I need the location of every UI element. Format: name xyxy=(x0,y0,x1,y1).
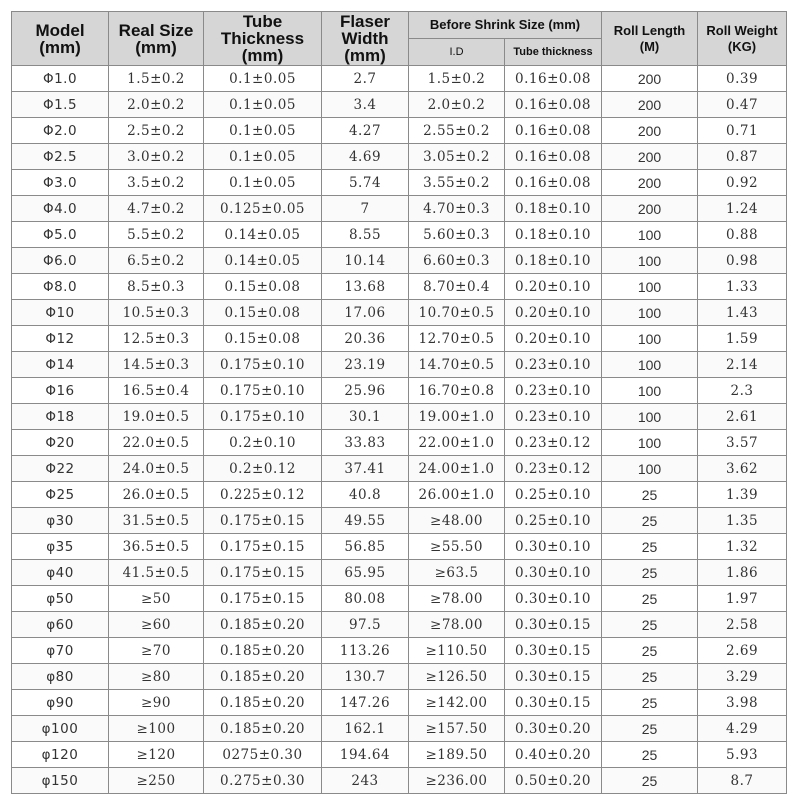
cell-roll-weight: 1.35 xyxy=(698,508,787,534)
cell-model: Φ14 xyxy=(12,352,109,378)
cell-before-shrink-id: 16.70±0.8 xyxy=(409,378,505,404)
table-row xyxy=(12,742,787,768)
cell-before-shrink-id: 2.0±0.2 xyxy=(409,92,505,118)
cell-before-shrink-tube-thickness: 0.18±0.10 xyxy=(505,196,602,222)
cell-tube-thickness: 0.2±0.12 xyxy=(204,456,322,482)
cell-model: Φ8.0 xyxy=(12,274,109,300)
cell-real-size: ≥70 xyxy=(109,638,204,664)
table-row xyxy=(12,326,787,352)
cell-tube-thickness: 0.1±0.05 xyxy=(204,66,322,92)
header-model-line2: (mm) xyxy=(39,37,81,57)
cell-flaser-width: 243 xyxy=(322,768,409,794)
table-row xyxy=(12,144,787,170)
cell-roll-length: 25 xyxy=(602,560,698,586)
cell-roll-weight: 1.59 xyxy=(698,326,787,352)
cell-before-shrink-id: 8.70±0.4 xyxy=(409,274,505,300)
table-row xyxy=(12,586,787,612)
cell-model: Φ5.0 xyxy=(12,222,109,248)
cell-real-size: ≥100 xyxy=(109,716,204,742)
cell-roll-weight: 0.98 xyxy=(698,248,787,274)
cell-roll-weight: 1.43 xyxy=(698,300,787,326)
table-row xyxy=(12,482,787,508)
cell-before-shrink-tube-thickness: 0.23±0.10 xyxy=(505,378,602,404)
cell-roll-length: 25 xyxy=(602,664,698,690)
cell-roll-weight: 1.39 xyxy=(698,482,787,508)
cell-roll-length: 100 xyxy=(602,430,698,456)
cell-tube-thickness: 0275±0.30 xyxy=(204,742,322,768)
cell-tube-thickness: 0.175±0.15 xyxy=(204,586,322,612)
cell-model: Φ20 xyxy=(12,430,109,456)
cell-model: φ35 xyxy=(12,534,109,560)
header-flaser-width-line1: Flaser xyxy=(339,12,391,31)
cell-model: φ150 xyxy=(12,768,109,794)
cell-before-shrink-tube-thickness: 0.20±0.10 xyxy=(505,274,602,300)
cell-tube-thickness: 0.175±0.10 xyxy=(204,404,322,430)
cell-roll-weight: 3.57 xyxy=(698,430,787,456)
header-roll-length xyxy=(602,12,698,66)
cell-flaser-width: 23.19 xyxy=(322,352,409,378)
cell-roll-length: 25 xyxy=(602,716,698,742)
cell-roll-length: 100 xyxy=(602,222,698,248)
cell-real-size: 5.5±0.2 xyxy=(109,222,204,248)
table-row xyxy=(12,378,787,404)
cell-flaser-width: 33.83 xyxy=(322,430,409,456)
cell-roll-length: 25 xyxy=(602,638,698,664)
table-row xyxy=(12,66,787,92)
cell-roll-length: 200 xyxy=(602,144,698,170)
cell-before-shrink-tube-thickness: 0.30±0.15 xyxy=(505,690,602,716)
cell-model: φ40 xyxy=(12,560,109,586)
header-roll-weight-line1: Roll Weight xyxy=(706,22,778,38)
header-model-line1: Model xyxy=(35,20,85,40)
cell-tube-thickness: 0.15±0.08 xyxy=(204,300,322,326)
cell-model: Φ2.5 xyxy=(12,144,109,170)
cell-roll-weight: 1.33 xyxy=(698,274,787,300)
cell-model: Φ1.0 xyxy=(12,66,109,92)
cell-before-shrink-tube-thickness: 0.30±0.10 xyxy=(505,586,602,612)
table-row xyxy=(12,118,787,144)
cell-model: Φ3.0 xyxy=(12,170,109,196)
cell-model: Φ1.5 xyxy=(12,92,109,118)
table-body xyxy=(12,66,787,794)
cell-real-size: ≥90 xyxy=(109,690,204,716)
cell-before-shrink-tube-thickness: 0.23±0.10 xyxy=(505,404,602,430)
cell-model: Φ2.0 xyxy=(12,118,109,144)
cell-flaser-width: 30.1 xyxy=(322,404,409,430)
cell-tube-thickness: 0.175±0.15 xyxy=(204,508,322,534)
cell-roll-length: 25 xyxy=(602,742,698,768)
cell-flaser-width: 97.5 xyxy=(322,612,409,638)
cell-before-shrink-tube-thickness: 0.23±0.10 xyxy=(505,352,602,378)
cell-before-shrink-id: 14.70±0.5 xyxy=(409,352,505,378)
cell-roll-weight: 2.14 xyxy=(698,352,787,378)
cell-tube-thickness: 0.175±0.15 xyxy=(204,534,322,560)
table-row xyxy=(12,170,787,196)
cell-before-shrink-id: ≥110.50 xyxy=(409,638,505,664)
cell-roll-weight: 1.97 xyxy=(698,586,787,612)
cell-flaser-width: 56.85 xyxy=(322,534,409,560)
cell-tube-thickness: 0.175±0.10 xyxy=(204,378,322,404)
cell-real-size: 14.5±0.3 xyxy=(109,352,204,378)
cell-model: Φ25 xyxy=(12,482,109,508)
cell-flaser-width: 113.26 xyxy=(322,638,409,664)
cell-model: φ100 xyxy=(12,716,109,742)
cell-before-shrink-id: 3.05±0.2 xyxy=(409,144,505,170)
table-row xyxy=(12,690,787,716)
cell-tube-thickness: 0.15±0.08 xyxy=(204,274,322,300)
header-roll-weight-line2: (KG) xyxy=(727,38,757,54)
cell-flaser-width: 65.95 xyxy=(322,560,409,586)
table-row xyxy=(12,456,787,482)
table-row xyxy=(12,638,787,664)
cell-before-shrink-id: 19.00±1.0 xyxy=(409,404,505,430)
cell-tube-thickness: 0.185±0.20 xyxy=(204,612,322,638)
cell-roll-length: 25 xyxy=(602,508,698,534)
cell-roll-length: 100 xyxy=(602,274,698,300)
cell-tube-thickness: 0.1±0.05 xyxy=(204,144,322,170)
cell-flaser-width: 49.55 xyxy=(322,508,409,534)
cell-before-shrink-id: ≥78.00 xyxy=(409,612,505,638)
cell-flaser-width: 80.08 xyxy=(322,586,409,612)
table-row xyxy=(12,508,787,534)
cell-flaser-width: 4.27 xyxy=(322,118,409,144)
table-row xyxy=(12,196,787,222)
cell-before-shrink-id: 26.00±1.0 xyxy=(409,482,505,508)
cell-roll-weight: 2.58 xyxy=(698,612,787,638)
cell-before-shrink-tube-thickness: 0.25±0.10 xyxy=(505,482,602,508)
cell-real-size: 2.5±0.2 xyxy=(109,118,204,144)
cell-flaser-width: 17.06 xyxy=(322,300,409,326)
cell-roll-length: 200 xyxy=(602,118,698,144)
header-roll-weight xyxy=(698,12,787,66)
cell-flaser-width: 147.26 xyxy=(322,690,409,716)
cell-real-size: 10.5±0.3 xyxy=(109,300,204,326)
cell-before-shrink-id: 10.70±0.5 xyxy=(409,300,505,326)
cell-roll-weight: 5.93 xyxy=(698,742,787,768)
cell-tube-thickness: 0.14±0.05 xyxy=(204,248,322,274)
cell-roll-weight: 3.29 xyxy=(698,664,787,690)
cell-before-shrink-tube-thickness: 0.16±0.08 xyxy=(505,92,602,118)
cell-before-shrink-tube-thickness: 0.16±0.08 xyxy=(505,170,602,196)
cell-real-size: 1.5±0.2 xyxy=(109,66,204,92)
cell-roll-weight: 3.62 xyxy=(698,456,787,482)
cell-roll-weight: 1.32 xyxy=(698,534,787,560)
header-flaser-width-line3: (mm) xyxy=(344,46,386,65)
cell-roll-length: 25 xyxy=(602,612,698,638)
cell-flaser-width: 20.36 xyxy=(322,326,409,352)
cell-real-size: ≥80 xyxy=(109,664,204,690)
cell-model: φ90 xyxy=(12,690,109,716)
cell-model: φ60 xyxy=(12,612,109,638)
cell-roll-length: 100 xyxy=(602,248,698,274)
cell-before-shrink-tube-thickness: 0.23±0.12 xyxy=(505,430,602,456)
cell-tube-thickness: 0.185±0.20 xyxy=(204,664,322,690)
cell-before-shrink-id: 24.00±1.0 xyxy=(409,456,505,482)
cell-real-size: 8.5±0.3 xyxy=(109,274,204,300)
table-row xyxy=(12,430,787,456)
cell-roll-weight: 3.98 xyxy=(698,690,787,716)
cell-before-shrink-id: 1.5±0.2 xyxy=(409,66,505,92)
cell-before-shrink-tube-thickness: 0.30±0.10 xyxy=(505,534,602,560)
cell-model: Φ4.0 xyxy=(12,196,109,222)
cell-roll-weight: 0.47 xyxy=(698,92,787,118)
cell-before-shrink-tube-thickness: 0.40±0.20 xyxy=(505,742,602,768)
cell-roll-weight: 8.7 xyxy=(698,768,787,794)
cell-roll-length: 100 xyxy=(602,352,698,378)
cell-before-shrink-id: ≥126.50 xyxy=(409,664,505,690)
header-flaser-width-line2: Width xyxy=(341,29,389,48)
cell-tube-thickness: 0.175±0.15 xyxy=(204,560,322,586)
cell-flaser-width: 130.7 xyxy=(322,664,409,690)
cell-model: Φ18 xyxy=(12,404,109,430)
table-row xyxy=(12,352,787,378)
header-tube-thickness-sub: Tube thickness xyxy=(505,39,602,66)
cell-tube-thickness: 0.175±0.10 xyxy=(204,352,322,378)
table-row xyxy=(12,222,787,248)
header-roll-length-line1: Roll Length xyxy=(613,22,686,38)
cell-flaser-width: 8.55 xyxy=(322,222,409,248)
cell-before-shrink-tube-thickness: 0.23±0.12 xyxy=(505,456,602,482)
cell-roll-length: 25 xyxy=(602,690,698,716)
cell-roll-weight: 0.39 xyxy=(698,66,787,92)
header-model xyxy=(12,12,109,66)
cell-real-size: 36.5±0.5 xyxy=(109,534,204,560)
cell-roll-length: 200 xyxy=(602,170,698,196)
cell-real-size: 22.0±0.5 xyxy=(109,430,204,456)
cell-tube-thickness: 0.185±0.20 xyxy=(204,638,322,664)
cell-flaser-width: 194.64 xyxy=(322,742,409,768)
header-tube-thickness-line3: (mm) xyxy=(241,46,284,65)
cell-before-shrink-tube-thickness: 0.30±0.20 xyxy=(505,716,602,742)
cell-roll-length: 25 xyxy=(602,534,698,560)
cell-before-shrink-tube-thickness: 0.18±0.10 xyxy=(505,248,602,274)
cell-before-shrink-tube-thickness: 0.18±0.10 xyxy=(505,222,602,248)
cell-real-size: ≥50 xyxy=(109,586,204,612)
cell-roll-length: 25 xyxy=(602,482,698,508)
cell-before-shrink-tube-thickness: 0.20±0.10 xyxy=(505,300,602,326)
cell-roll-weight: 0.92 xyxy=(698,170,787,196)
cell-roll-length: 25 xyxy=(602,768,698,794)
cell-roll-length: 200 xyxy=(602,66,698,92)
cell-before-shrink-id: ≥236.00 xyxy=(409,768,505,794)
table-row xyxy=(12,404,787,430)
cell-before-shrink-id: ≥48.00 xyxy=(409,508,505,534)
cell-before-shrink-id: ≥78.00 xyxy=(409,586,505,612)
cell-model: Φ12 xyxy=(12,326,109,352)
cell-flaser-width: 2.7 xyxy=(322,66,409,92)
cell-before-shrink-id: ≥157.50 xyxy=(409,716,505,742)
cell-real-size: 2.0±0.2 xyxy=(109,92,204,118)
cell-roll-weight: 2.61 xyxy=(698,404,787,430)
cell-model: φ50 xyxy=(12,586,109,612)
cell-roll-weight: 2.69 xyxy=(698,638,787,664)
cell-real-size: 31.5±0.5 xyxy=(109,508,204,534)
cell-roll-weight: 2.3 xyxy=(698,378,787,404)
cell-real-size: ≥250 xyxy=(109,768,204,794)
cell-before-shrink-id: ≥63.5 xyxy=(409,560,505,586)
table-row xyxy=(12,664,787,690)
table-row xyxy=(12,248,787,274)
header-before-shrink: Before Shrink Size (mm) xyxy=(409,12,602,39)
cell-tube-thickness: 0.225±0.12 xyxy=(204,482,322,508)
header-roll-length-line2: (M) xyxy=(639,38,660,54)
cell-before-shrink-tube-thickness: 0.30±0.10 xyxy=(505,560,602,586)
cell-model: φ70 xyxy=(12,638,109,664)
cell-flaser-width: 10.14 xyxy=(322,248,409,274)
cell-model: φ120 xyxy=(12,742,109,768)
cell-roll-weight: 0.88 xyxy=(698,222,787,248)
cell-before-shrink-id: 3.55±0.2 xyxy=(409,170,505,196)
cell-real-size: 3.5±0.2 xyxy=(109,170,204,196)
table-header xyxy=(12,12,787,66)
cell-real-size: 16.5±0.4 xyxy=(109,378,204,404)
cell-real-size: 6.5±0.2 xyxy=(109,248,204,274)
cell-flaser-width: 25.96 xyxy=(322,378,409,404)
header-flaser-width xyxy=(322,12,409,66)
header-tube-thickness-line2: Thickness xyxy=(220,29,305,48)
cell-before-shrink-id: 2.55±0.2 xyxy=(409,118,505,144)
cell-tube-thickness: 0.1±0.05 xyxy=(204,170,322,196)
cell-before-shrink-tube-thickness: 0.20±0.10 xyxy=(505,326,602,352)
cell-before-shrink-id: 4.70±0.3 xyxy=(409,196,505,222)
cell-before-shrink-id: 5.60±0.3 xyxy=(409,222,505,248)
cell-model: Φ10 xyxy=(12,300,109,326)
cell-flaser-width: 37.41 xyxy=(322,456,409,482)
header-tube-thickness-line1: Tube xyxy=(242,12,283,31)
cell-tube-thickness: 0.14±0.05 xyxy=(204,222,322,248)
cell-roll-length: 100 xyxy=(602,378,698,404)
cell-tube-thickness: 0.185±0.20 xyxy=(204,690,322,716)
cell-model: Φ16 xyxy=(12,378,109,404)
cell-roll-weight: 4.29 xyxy=(698,716,787,742)
cell-before-shrink-id: ≥142.00 xyxy=(409,690,505,716)
cell-before-shrink-tube-thickness: 0.16±0.08 xyxy=(505,144,602,170)
cell-roll-weight: 1.86 xyxy=(698,560,787,586)
header-real-size-line2: (mm) xyxy=(135,37,177,57)
cell-model: φ30 xyxy=(12,508,109,534)
cell-before-shrink-id: 12.70±0.5 xyxy=(409,326,505,352)
cell-real-size: 3.0±0.2 xyxy=(109,144,204,170)
cell-tube-thickness: 0.185±0.20 xyxy=(204,716,322,742)
spec-table xyxy=(11,11,787,794)
cell-before-shrink-tube-thickness: 0.25±0.10 xyxy=(505,508,602,534)
header-real-size-line1: Real Size xyxy=(118,20,194,40)
table-row xyxy=(12,560,787,586)
cell-flaser-width: 4.69 xyxy=(322,144,409,170)
cell-before-shrink-id: ≥189.50 xyxy=(409,742,505,768)
cell-real-size: ≥120 xyxy=(109,742,204,768)
cell-roll-length: 25 xyxy=(602,586,698,612)
cell-roll-weight: 1.24 xyxy=(698,196,787,222)
cell-flaser-width: 5.74 xyxy=(322,170,409,196)
cell-real-size: 4.7±0.2 xyxy=(109,196,204,222)
cell-tube-thickness: 0.15±0.08 xyxy=(204,326,322,352)
cell-flaser-width: 7 xyxy=(322,196,409,222)
cell-roll-length: 100 xyxy=(602,300,698,326)
cell-before-shrink-tube-thickness: 0.30±0.15 xyxy=(505,612,602,638)
cell-flaser-width: 40.8 xyxy=(322,482,409,508)
cell-model: φ80 xyxy=(12,664,109,690)
cell-before-shrink-tube-thickness: 0.30±0.15 xyxy=(505,638,602,664)
cell-before-shrink-id: 6.60±0.3 xyxy=(409,248,505,274)
cell-roll-length: 200 xyxy=(602,196,698,222)
table-row xyxy=(12,716,787,742)
cell-before-shrink-id: ≥55.50 xyxy=(409,534,505,560)
cell-roll-length: 100 xyxy=(602,456,698,482)
cell-real-size: 26.0±0.5 xyxy=(109,482,204,508)
header-tube-thickness xyxy=(204,12,322,66)
header-real-size xyxy=(109,12,204,66)
cell-tube-thickness: 0.125±0.05 xyxy=(204,196,322,222)
cell-before-shrink-tube-thickness: 0.16±0.08 xyxy=(505,118,602,144)
cell-real-size: 12.5±0.3 xyxy=(109,326,204,352)
cell-before-shrink-tube-thickness: 0.50±0.20 xyxy=(505,768,602,794)
cell-model: Φ6.0 xyxy=(12,248,109,274)
cell-flaser-width: 3.4 xyxy=(322,92,409,118)
table-row xyxy=(12,612,787,638)
cell-real-size: 24.0±0.5 xyxy=(109,456,204,482)
table-row xyxy=(12,768,787,794)
cell-tube-thickness: 0.1±0.05 xyxy=(204,118,322,144)
cell-real-size: ≥60 xyxy=(109,612,204,638)
cell-roll-weight: 0.87 xyxy=(698,144,787,170)
cell-real-size: 19.0±0.5 xyxy=(109,404,204,430)
cell-roll-length: 100 xyxy=(602,404,698,430)
table-row xyxy=(12,92,787,118)
header-id: I.D xyxy=(409,39,505,66)
cell-roll-length: 100 xyxy=(602,326,698,352)
cell-model: Φ22 xyxy=(12,456,109,482)
cell-tube-thickness: 0.1±0.05 xyxy=(204,92,322,118)
spec-table-container xyxy=(11,11,787,794)
cell-roll-length: 200 xyxy=(602,92,698,118)
table-row xyxy=(12,300,787,326)
cell-flaser-width: 13.68 xyxy=(322,274,409,300)
cell-real-size: 41.5±0.5 xyxy=(109,560,204,586)
table-row xyxy=(12,274,787,300)
cell-tube-thickness: 0.275±0.30 xyxy=(204,768,322,794)
cell-tube-thickness: 0.2±0.10 xyxy=(204,430,322,456)
cell-roll-weight: 0.71 xyxy=(698,118,787,144)
cell-flaser-width: 162.1 xyxy=(322,716,409,742)
table-row xyxy=(12,534,787,560)
cell-before-shrink-id: 22.00±1.0 xyxy=(409,430,505,456)
cell-before-shrink-tube-thickness: 0.16±0.08 xyxy=(505,66,602,92)
cell-before-shrink-tube-thickness: 0.30±0.15 xyxy=(505,664,602,690)
